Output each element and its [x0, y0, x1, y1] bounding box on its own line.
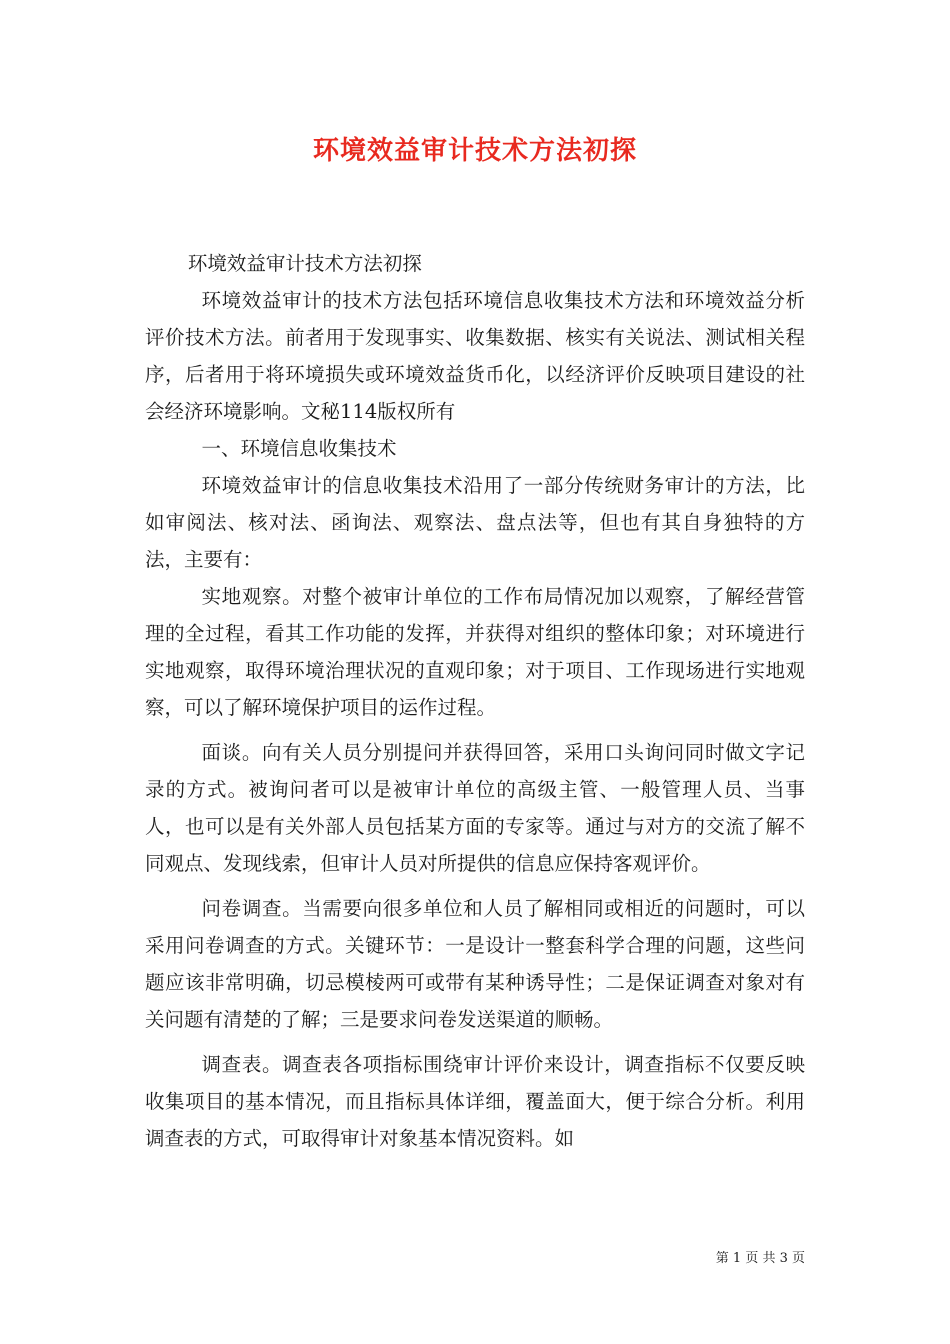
body-paragraph: 环境效益审计的技术方法包括环境信息收集技术方法和环境效益分析评价技术方法。前者用于发现事实、收集数据、核实有关说法、测试相关程序，后者用于将环境损失或环境效益货币化，以经济评价反映项目建设的社会经济环境影响。文秘114版权所有: [145, 289, 805, 423]
body-paragraph: 问卷调查。当需要向很多单位和人员了解相同或相近的问题时，可以采用问卷调查的方式。关键环节：一是设计一整套科学合理的问题，这些问题应该非常明确，切忌模棱两可或带有某种诱导性；二是保证调查对象对有关问题有清楚的了解；三是要求问卷发送渠道的顺畅。: [145, 897, 805, 1031]
body-paragraph: 实地观察。对整个被审计单位的工作布局情况加以观察，了解经营管理的全过程，看其工作功能的发挥，并获得对组织的整体印象；对环境进行实地观察，取得环境治理状况的直观印象；对于项目、工作现场进行实地观察，可以了解环境保护项目的运作过程。: [145, 585, 805, 719]
body-paragraph: 调查表。调查表各项指标围绕审计评价来设计，调查指标不仅要反映收集项目的基本情况，而且指标具体详细，覆盖面大，便于综合分析。利用调查表的方式，可取得审计对象基本情况资料。如: [145, 1053, 805, 1150]
section-heading: 一、环境信息收集技术: [201, 437, 397, 460]
document-body: [145, 245, 805, 1157]
document-title: 环境效益审计技术方法初探: [312, 136, 637, 166]
body-paragraph: 环境效益审计的信息收集技术沿用了一部分传统财务审计的方法，比如审阅法、核对法、函询法、观察法、盘点法等，但也有其自身独特的方法，主要有：: [145, 474, 805, 571]
body-paragraph: 面谈。向有关人员分别提问并获得回答，采用口头询问同时做文字记录的方式。被询问者可以是被审计单位的高级主管、一般管理人员、当事人，也可以是有关外部人员包括某方面的专家等。通过与对方的交流了解不同观点、发现线索，但审计人员对所提供的信息应保持客观评价。: [145, 741, 805, 875]
subtitle-paragraph: 环境效益审计技术方法初探: [187, 252, 422, 275]
page-number: 第 1 页 共 3 页: [715, 1251, 805, 1266]
